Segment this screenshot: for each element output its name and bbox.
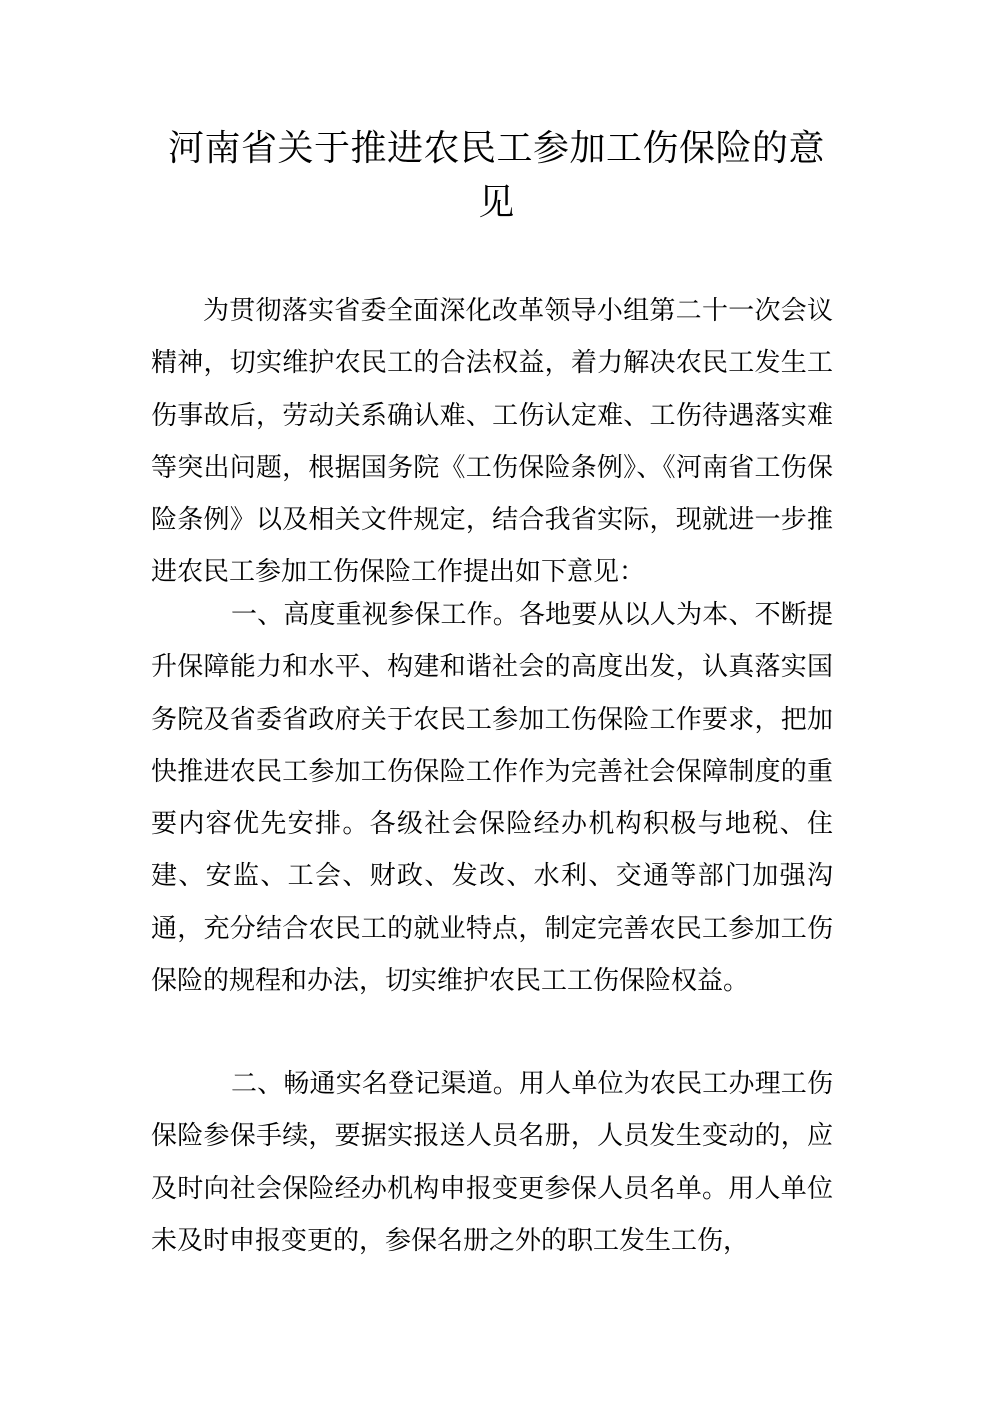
- title-line-2: 见: [478, 182, 515, 223]
- intro-paragraph: 为贯彻落实省委全面深化改革领导小组第二十一次会议精神，切实维护农民工的合法权益，着力解决农民工发生工伤事故后，劳动关系确认难、工伤认定难、工伤待遇落实难等突出问题，根据国务院《工伤保险条例》、《河南省工伤保险条例》以及相关文件规定，结合我省实际，现就进一步推进农民工参加工伤保险工作提出如下意见：: [151, 296, 833, 588]
- title-line-1: 河南省关于推进农民工参加工伤保险的意: [167, 128, 825, 169]
- section-2-paragraph: 二、畅通实名登记渠道。用人单位为农民工办理工伤保险参保手续，要据实报送人员名册，人员发生变动的，应及时向社会保险经办机构申报变更参保人员名单。用人单位未及时申报变更的，参保名册之外的职工发生工伤，: [151, 1069, 833, 1256]
- section-1-paragraph: 一、高度重视参保工作。各地要从以人为本、不断提升保障能力和水平、构建和谐社会的高度出发，认真落实国务院及省委省政府关于农民工参加工伤保险工作要求，把加快推进农民工参加工伤保险工作作为完善社会保障制度的重要内容优先安排。各级社会保险经办机构积极与地税、住建、安监、工会、财政、发改、水利、交通等部门加强沟通，充分结合农民工的就业特点，制定完善农民工参加工伤保险的规程和办法，切实维护农民工工伤保险权益。: [151, 600, 833, 997]
- document-title: [150, 122, 843, 230]
